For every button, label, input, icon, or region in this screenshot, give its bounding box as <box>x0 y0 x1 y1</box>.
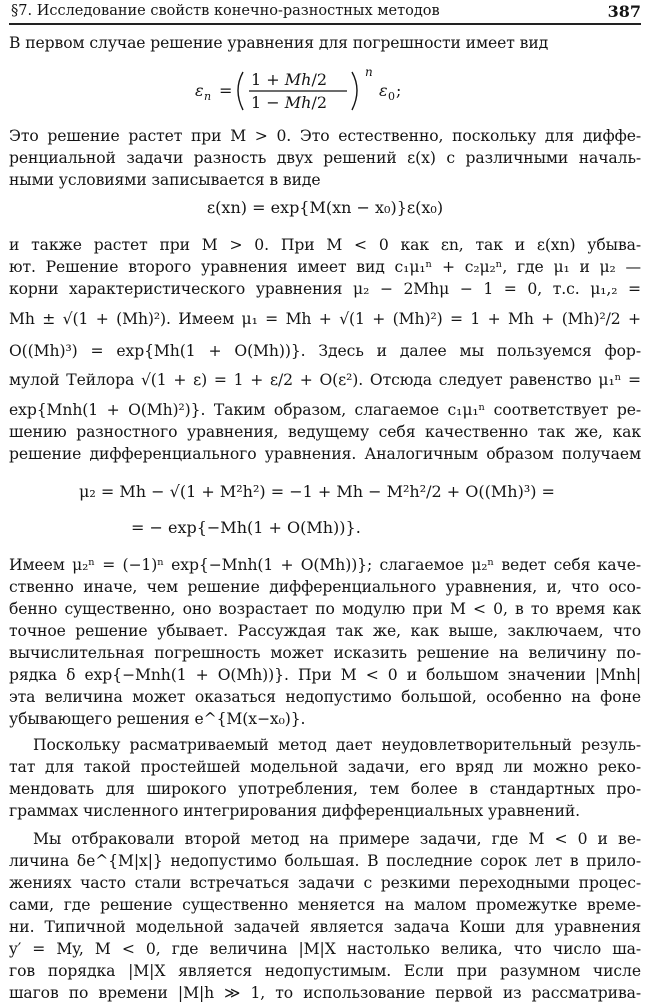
svg-text:1 − Mh/2: 1 − Mh/2 <box>251 93 328 112</box>
text-line: мулой Тейлора √(1 + ε) = 1 + ε/2 + O(ε²). Отсюда следует равенство μ₁ⁿ = <box>9 371 641 389</box>
svg-text:0: 0 <box>388 90 395 103</box>
page-number: 387 <box>607 2 641 21</box>
text-line: Mh ± √(1 + (Mh)²). Имеем μ₁ = Mh + √(1 + (Mh)²) = 1 + Mh + (Mh)²/2 + <box>9 310 641 328</box>
text-line: рядка δ exp{−Mnh(1 + O(Mh))}. При M < 0 и большом значении |Mnh| <box>9 666 641 684</box>
equation-1 <box>9 64 641 116</box>
text-line: шению разностного уравнения, ведущему себя качественно так же, как <box>9 423 641 441</box>
svg-text:ε: ε <box>379 81 388 100</box>
text-line: Это решение растет при M > 0. Это естественно, поскольку для диффе- <box>9 127 641 145</box>
text-line: граммах численного интегрирования дифференциальных уравнений. <box>9 802 581 820</box>
text-line: корни характеристического уравнения μ₂ − 2Mhμ − 1 = 0, т.с. μ₁,₂ = <box>9 280 641 298</box>
text-line: личина δe^{M|x|} недопустимо большая. В последние сорок лет в прило- <box>9 852 641 870</box>
text-line: В первом случае решение уравнения для погрешности имеет вид <box>9 34 549 52</box>
text-line: ственно иначе, чем решение дифференциального уравнения, и, что осо- <box>9 578 641 596</box>
header-rule <box>9 23 641 25</box>
text-line: точное решение убывает. Рассуждая так же, как выше, заключаем, что <box>9 622 641 640</box>
equation-1-formula <box>195 64 455 116</box>
text-line: сами, где решение существенно меняется на малом промежутке време- <box>9 896 641 914</box>
svg-text:ε: ε <box>195 81 204 100</box>
svg-text:n: n <box>365 65 373 79</box>
equation-1-text <box>9 64 10 65</box>
text-line: ни. Типичной модельной задачей является задача Коши для уравнения <box>9 918 641 936</box>
text-line: тат для такой простейшей модельной задачи, его вряд ли можно реко- <box>9 758 641 776</box>
text-line: эта величина может оказаться недопустимо большой, особенно на фоне <box>9 688 641 706</box>
text-line: Имеем μ₂ⁿ = (−1)ⁿ exp{−Mnh(1 + O(Mh))}; слагаемое μ₂ⁿ ведет себя каче- <box>9 556 641 574</box>
equation-3-line-1: μ₂ = Mh − √(1 + M²h²) = −1 + Mh − M²h²/2 + O((Mh)³) = <box>79 482 555 501</box>
running-header <box>9 0 641 24</box>
text-line: и также растет при M > 0. При M < 0 как εn, так и ε(xn) убыва- <box>9 236 641 254</box>
book-page <box>9 0 641 1002</box>
svg-text:1 + Mh/2: 1 + Mh/2 <box>251 70 328 89</box>
text-line: шагов по времени |M|h ≫ 1, то использование первой из рассматрива- <box>9 984 641 1002</box>
svg-text:n: n <box>204 90 212 103</box>
text-line: бенно существенно, оно возрастает по модулю при M < 0, в то время как <box>9 600 641 618</box>
text-line: жениях часто стали встречаться задачи с резкими переходными процес- <box>9 874 641 892</box>
text-line: O((Mh)³) = exp{Mh(1 + O(Mh))}. Здесь и далее мы пользуемся фор- <box>9 342 641 360</box>
text-line: ют. Решение второго уравнения имеет вид c₁μ₁ⁿ + c₂μ₂ⁿ, где μ₁ и μ₂ — <box>9 258 641 276</box>
equation-3-line-2: = − exp{−Mh(1 + O(Mh))}. <box>131 518 361 537</box>
text-line: Поскольку расматриваемый метод дает неудовлетворительный резуль- <box>33 736 641 754</box>
text-line: мендовать для широкого употребления, тем более в стандартных про- <box>9 780 641 798</box>
text-line: решение дифференциального уравнения. Аналогичным образом получаем <box>9 445 641 463</box>
text-line: exp{Mnh(1 + O(Mh)²)}. Таким образом, слагаемое c₁μ₁ⁿ соответствует ре- <box>9 401 641 419</box>
text-line: убывающего решения e^{M(x−x₀)}. <box>9 710 306 728</box>
svg-text:=: = <box>219 81 233 100</box>
equation-2: ε(xn) = exp{M(xn − x₀)}ε(x₀) <box>206 198 444 217</box>
svg-text:;: ; <box>396 81 402 100</box>
text-line: гов порядка |M|X является недопустимым. Если при разумном числе <box>9 962 641 980</box>
text-line: y′ = My, M < 0, где величина |M|X настолько велика, что число ша- <box>9 940 641 958</box>
text-line: вычислительная погрешность может исказить решение на величину по- <box>9 644 641 662</box>
text-line: ренциальной задачи разность двух решений ε(x) с различными началь- <box>9 149 641 167</box>
text-line: ными условиями записывается в виде <box>9 171 321 189</box>
section-title: §7. Исследование свойств конечно-разностных методов <box>11 3 440 19</box>
text-line: Мы отбраковали второй метод на примере задачи, где M < 0 и ве- <box>33 830 641 848</box>
